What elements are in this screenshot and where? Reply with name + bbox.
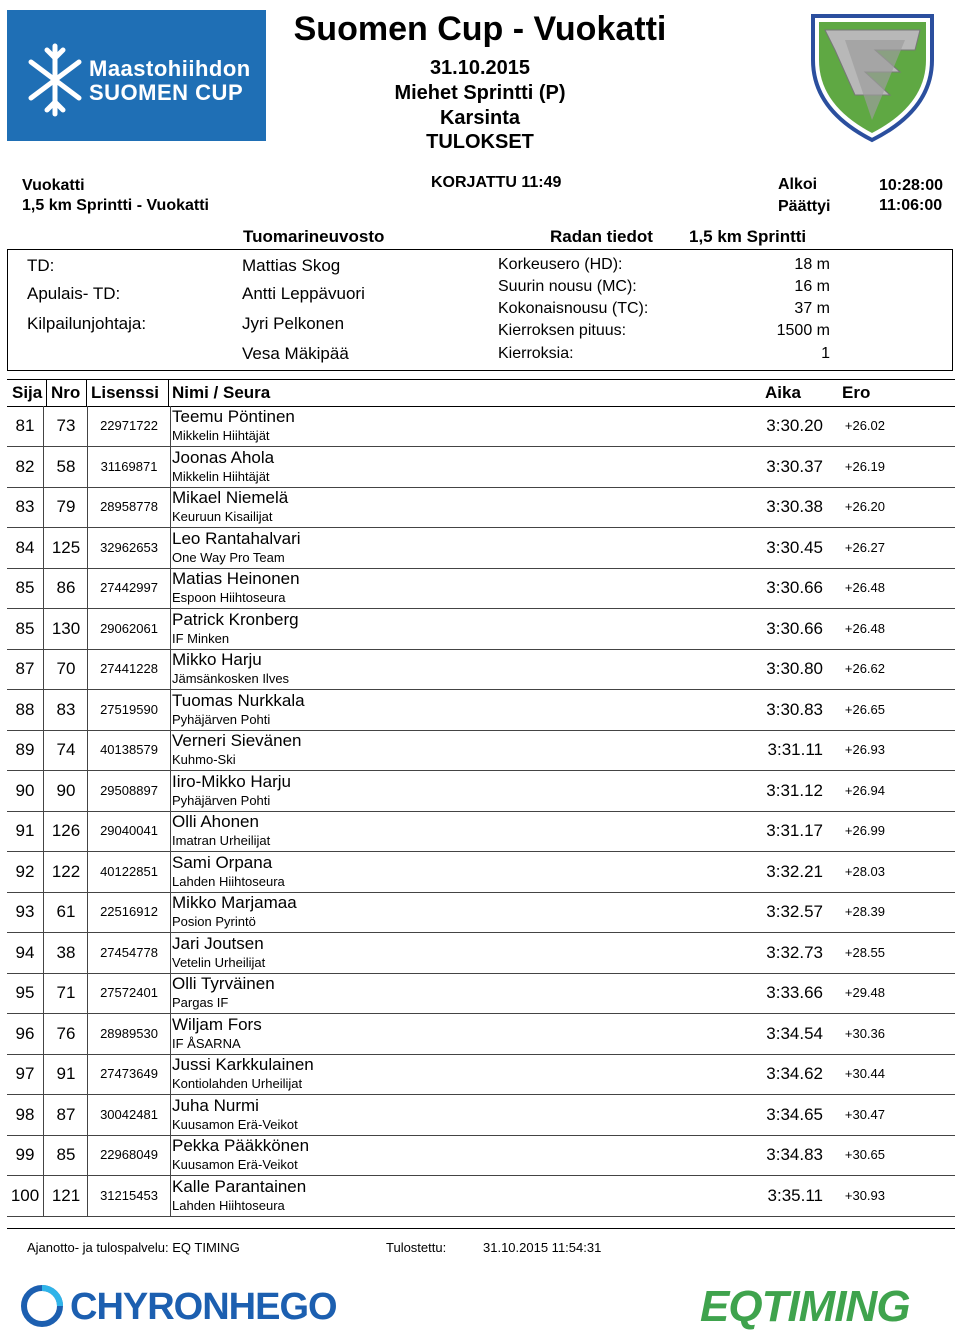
diff-cell: +30.44 (844, 1066, 885, 1081)
athlete-name: Sami Orpana (172, 852, 273, 872)
license-cell: 29062061 (87, 609, 171, 649)
bib-cell: 126 (43, 811, 88, 851)
license-cell: 30042481 (87, 1095, 171, 1135)
logo-line2: SUOMEN CUP (89, 80, 244, 105)
license-cell: 22516912 (87, 892, 171, 932)
rank-cell: 89 (15, 740, 35, 759)
diff-cell: +26.27 (844, 539, 885, 555)
bib-cell: 74 (43, 730, 88, 770)
bib-cell: 83 (43, 690, 88, 730)
table-row (7, 1095, 955, 1136)
athlete-name: Jari Joutsen (172, 933, 264, 953)
event-date: 31.10.2015 (429, 57, 531, 79)
diff-cell: +26.93 (844, 742, 885, 757)
bib-cell: 76 (43, 1014, 88, 1054)
time-cell: 3:30.66 (766, 618, 823, 638)
table-row (7, 933, 955, 974)
diff-cell: +26.65 (844, 701, 885, 717)
bib-cell: 71 (43, 973, 88, 1013)
club-name: Keuruun Kisailijat (172, 509, 273, 524)
rank-cell: 91 (15, 821, 35, 840)
rank-cell: 94 (15, 942, 35, 962)
table-row (7, 487, 955, 528)
rank-cell: 95 (15, 983, 35, 1002)
course-label-tc: Kokonaisnousu (TC): (498, 300, 649, 317)
time-cell: 3:34.62 (766, 1064, 823, 1083)
club-name: Pyhäjärven Pohti (172, 792, 271, 808)
license-cell: 40122851 (87, 852, 171, 892)
athlete-name: Teemu Pöntinen (172, 407, 295, 426)
time-cell: 3:32.57 (766, 902, 823, 921)
club-name: Pargas IF (172, 995, 229, 1010)
time-cell: 3:32.73 (766, 942, 823, 962)
diff-cell: +26.20 (844, 499, 885, 514)
bib-cell: 58 (43, 447, 88, 487)
diff-cell: +29.48 (844, 985, 885, 1000)
athlete-name: Pekka Pääkkönen (172, 1136, 310, 1155)
license-cell: 27473649 (87, 1054, 171, 1094)
diff-cell: +30.65 (844, 1147, 885, 1162)
time-cell: 3:30.83 (766, 699, 823, 719)
table-row (7, 406, 955, 447)
license-cell: 29508897 (87, 771, 171, 811)
rank-cell: 85 (15, 618, 35, 638)
chyronhego-text: CHYRONHEGO (70, 1286, 337, 1328)
athlete-name: Wiljam Fors (172, 1014, 262, 1034)
eqtiming-text: EQTIMING (700, 1282, 910, 1331)
bib-cell: 125 (43, 528, 88, 568)
time-cell: 3:33.66 (766, 983, 823, 1002)
athlete-name: Kalle Parantainen (172, 1176, 307, 1196)
time-cell: 3:34.65 (766, 1104, 823, 1124)
footer-printed-label: Tulostettu: (386, 1240, 447, 1255)
club-name: Kuhmo-Ski (172, 752, 236, 767)
club-name: Vetelin Urheilijat (172, 954, 266, 970)
athlete-name: Joonas Ahola (172, 447, 275, 467)
rank-cell: 83 (15, 497, 35, 516)
bib-cell: 38 (43, 933, 88, 973)
diff-cell: +26.62 (844, 661, 885, 676)
col-bib: Nro (51, 383, 81, 402)
club-name: IF Minken (172, 630, 230, 646)
time-cell: 3:30.80 (766, 659, 823, 678)
athlete-name: Patrick Kronberg (172, 609, 299, 629)
venue: Vuokatti (22, 177, 85, 194)
license-cell: 31215453 (87, 1176, 171, 1216)
bib-cell: 122 (43, 852, 88, 892)
rank-cell: 96 (15, 1023, 35, 1043)
club-name: Kontiolahden Urheilijat (172, 1076, 303, 1091)
license-cell: 22971722 (87, 406, 171, 446)
club-name: Mikkelin Hiihtäjät (172, 428, 270, 443)
table-row (7, 568, 955, 609)
license-cell: 28989530 (87, 1014, 171, 1054)
rank-cell: 84 (15, 537, 35, 557)
diff-cell: +26.94 (844, 782, 885, 798)
license-cell: 31169871 (87, 447, 171, 487)
license-cell: 27441228 (87, 649, 171, 689)
license-cell: 27442997 (87, 568, 171, 608)
bib-cell: 86 (43, 568, 88, 608)
jury-name-assistant-td: Antti Leppävuori (242, 284, 365, 303)
table-row (7, 1176, 955, 1217)
doc-type: TULOKSET (426, 131, 534, 153)
license-cell: 28958778 (87, 487, 171, 527)
rank-cell: 81 (15, 416, 35, 435)
time-cell: 3:31.12 (766, 780, 823, 800)
course-value-laps: 1 (821, 345, 830, 362)
club-name: IF ÅSARNA (172, 1035, 241, 1051)
course-heading-distance: 1,5 km Sprintti (689, 227, 807, 246)
time-cell: 3:31.17 (766, 821, 823, 840)
rank-cell: 88 (15, 699, 35, 719)
rank-cell: 97 (15, 1064, 35, 1083)
license-cell: 40138579 (87, 730, 171, 770)
time-cell: 3:30.45 (766, 537, 823, 557)
club-name: Jämsänkosken Ilves (172, 671, 290, 686)
ski-club-crest-icon (805, 10, 940, 145)
table-row (7, 852, 955, 893)
table-row (7, 892, 955, 933)
footer-printed-value: 31.10.2015 11:54:31 (483, 1240, 602, 1255)
course-label-mc: Suurin nousu (MC): (498, 278, 637, 295)
bib-cell: 85 (43, 1135, 88, 1175)
time-cell: 3:31.11 (767, 740, 823, 759)
athlete-name: Tuomas Nurkkala (172, 690, 305, 710)
club-name: Posion Pyrintö (172, 914, 256, 929)
diff-cell: +28.39 (844, 904, 885, 919)
snowflake-icon (25, 40, 85, 120)
table-row (7, 1014, 955, 1055)
diff-cell: +28.03 (844, 863, 885, 879)
diff-cell: +30.36 (844, 1025, 885, 1041)
table-row (7, 973, 955, 1014)
table-row (7, 1054, 955, 1095)
course-label-hd: Korkeusero (HD): (498, 256, 623, 273)
race-name: 1,5 km Sprintti - Vuokatti (22, 197, 209, 214)
time-cell: 3:34.54 (766, 1023, 823, 1043)
license-cell: 27519590 (87, 690, 171, 730)
diff-cell: +26.48 (844, 580, 885, 595)
bib-cell: 130 (43, 609, 88, 649)
license-cell: 27572401 (87, 973, 171, 1013)
diff-cell: +26.99 (844, 823, 885, 838)
start-time: 10:28:00 (879, 177, 944, 194)
diff-cell: +28.55 (844, 944, 885, 960)
bib-cell: 87 (43, 1095, 88, 1135)
col-diff: Ero (842, 383, 871, 402)
table-row (7, 609, 955, 650)
rank-cell: 98 (15, 1104, 35, 1124)
time-cell: 3:32.21 (766, 861, 823, 881)
bib-cell: 73 (43, 406, 88, 446)
end-label: Päättyi (778, 198, 831, 215)
club-name: Espoon Hiihtoseura (172, 590, 286, 605)
table-row (7, 730, 955, 771)
results-table-header (7, 379, 955, 407)
athlete-name: Mikko Harju (172, 650, 262, 669)
course-value-lap: 1500 m (776, 322, 830, 339)
course-value-hd: 18 m (794, 256, 830, 273)
col-time: Aika (765, 383, 801, 402)
athlete-name: Olli Ahonen (172, 812, 259, 831)
diff-cell: +26.02 (844, 418, 885, 433)
course-label-laps: Kierroksia: (498, 345, 574, 362)
club-name: Lahden Hiihtoseura (172, 873, 285, 889)
athlete-name: Mikael Niemelä (172, 488, 289, 507)
jury-role-assistant-td: Apulais- TD: (27, 284, 121, 303)
col-name-club: Nimi / Seura (172, 383, 271, 402)
rank-cell: 85 (15, 578, 35, 597)
table-row (7, 649, 955, 690)
time-cell: 3:30.20 (766, 416, 823, 435)
rank-cell: 93 (15, 902, 35, 921)
table-row (7, 690, 955, 731)
time-cell: 3:30.66 (766, 578, 823, 597)
col-rank: Sija (12, 383, 43, 402)
license-cell: 27454778 (87, 933, 171, 973)
diff-cell: +30.93 (844, 1187, 885, 1203)
jury-role-chief: Kilpailunjohtaja: (27, 314, 147, 333)
athlete-name: Verneri Sievänen (172, 731, 302, 750)
table-row (7, 528, 955, 569)
event-name: Miehet Sprintti (P) (394, 82, 566, 104)
corrected-note: KORJATTU 11:49 (431, 174, 562, 191)
club-name: Pyhäjärven Pohti (172, 711, 271, 727)
diff-cell: +26.48 (844, 620, 885, 636)
course-label-lap: Kierroksen pituus: (498, 322, 627, 339)
rank-cell: 87 (15, 659, 35, 678)
club-name: Mikkelin Hiihtäjät (172, 468, 270, 484)
time-cell: 3:30.38 (766, 497, 823, 516)
athlete-name: Olli Tyrväinen (172, 974, 275, 993)
jury-name-td: Mattias Skog (242, 256, 341, 275)
chyronhego-mark-icon (20, 1284, 64, 1328)
col-license: Lisenssi (91, 383, 160, 402)
footer-divider (7, 1228, 955, 1229)
club-name: One Way Pro Team (172, 549, 285, 565)
table-row (7, 447, 955, 488)
athlete-name: Matias Heinonen (172, 569, 300, 588)
end-time: 11:06:00 (879, 197, 943, 214)
start-label: Alkoi (778, 176, 818, 193)
club-name: Kuusamon Erä-Veikot (172, 1116, 298, 1132)
logo-line1: Maastohiihdon (89, 56, 251, 81)
athlete-name: Iiro-Mikko Harju (172, 771, 292, 791)
rank-cell: 99 (15, 1145, 35, 1164)
club-name: Lahden Hiihtoseura (172, 1197, 285, 1213)
course-heading: Radan tiedot (550, 227, 653, 246)
bib-cell: 90 (43, 771, 88, 811)
rank-cell: 92 (15, 861, 35, 881)
round-name: Karsinta (439, 107, 521, 129)
athlete-name: Mikko Marjamaa (172, 893, 297, 912)
jury-name-chief: Jyri Pelkonen (242, 314, 345, 333)
table-row (7, 811, 955, 852)
bib-cell: 121 (43, 1176, 88, 1216)
athlete-name: Jussi Karkkulainen (172, 1055, 314, 1074)
club-name: Kuusamon Erä-Veikot (172, 1157, 298, 1172)
athlete-name: Juha Nurmi (172, 1095, 259, 1115)
bib-cell: 79 (43, 487, 88, 527)
time-cell: 3:35.11 (767, 1185, 823, 1205)
diff-cell: +26.19 (844, 458, 885, 474)
page-title: Suomen Cup - Vuokatti (293, 10, 667, 48)
athlete-name: Leo Rantahalvari (172, 528, 301, 548)
bib-cell: 70 (43, 649, 88, 689)
jury-heading: Tuomarineuvosto (243, 227, 385, 246)
rank-cell: 100 (10, 1185, 40, 1205)
jury-role-td: TD: (27, 256, 55, 275)
bib-cell: 61 (43, 892, 88, 932)
table-row (7, 771, 955, 812)
table-row (7, 1135, 955, 1176)
time-cell: 3:30.37 (766, 456, 823, 476)
license-cell: 22968049 (87, 1135, 171, 1175)
rank-cell: 90 (15, 780, 35, 800)
bib-cell: 91 (43, 1054, 88, 1094)
club-name: Imatran Urheilijat (172, 833, 271, 848)
jury-name-extra: Vesa Mäkipää (242, 344, 349, 363)
diff-cell: +30.47 (844, 1106, 885, 1122)
footer-timing: Ajanotto- ja tulospalvelu: EQ TIMING (27, 1240, 240, 1255)
license-cell: 32962653 (87, 528, 171, 568)
course-value-tc: 37 m (794, 300, 830, 317)
time-cell: 3:34.83 (766, 1145, 823, 1164)
rank-cell: 82 (15, 456, 35, 476)
course-value-mc: 16 m (794, 278, 830, 295)
license-cell: 29040041 (87, 811, 171, 851)
